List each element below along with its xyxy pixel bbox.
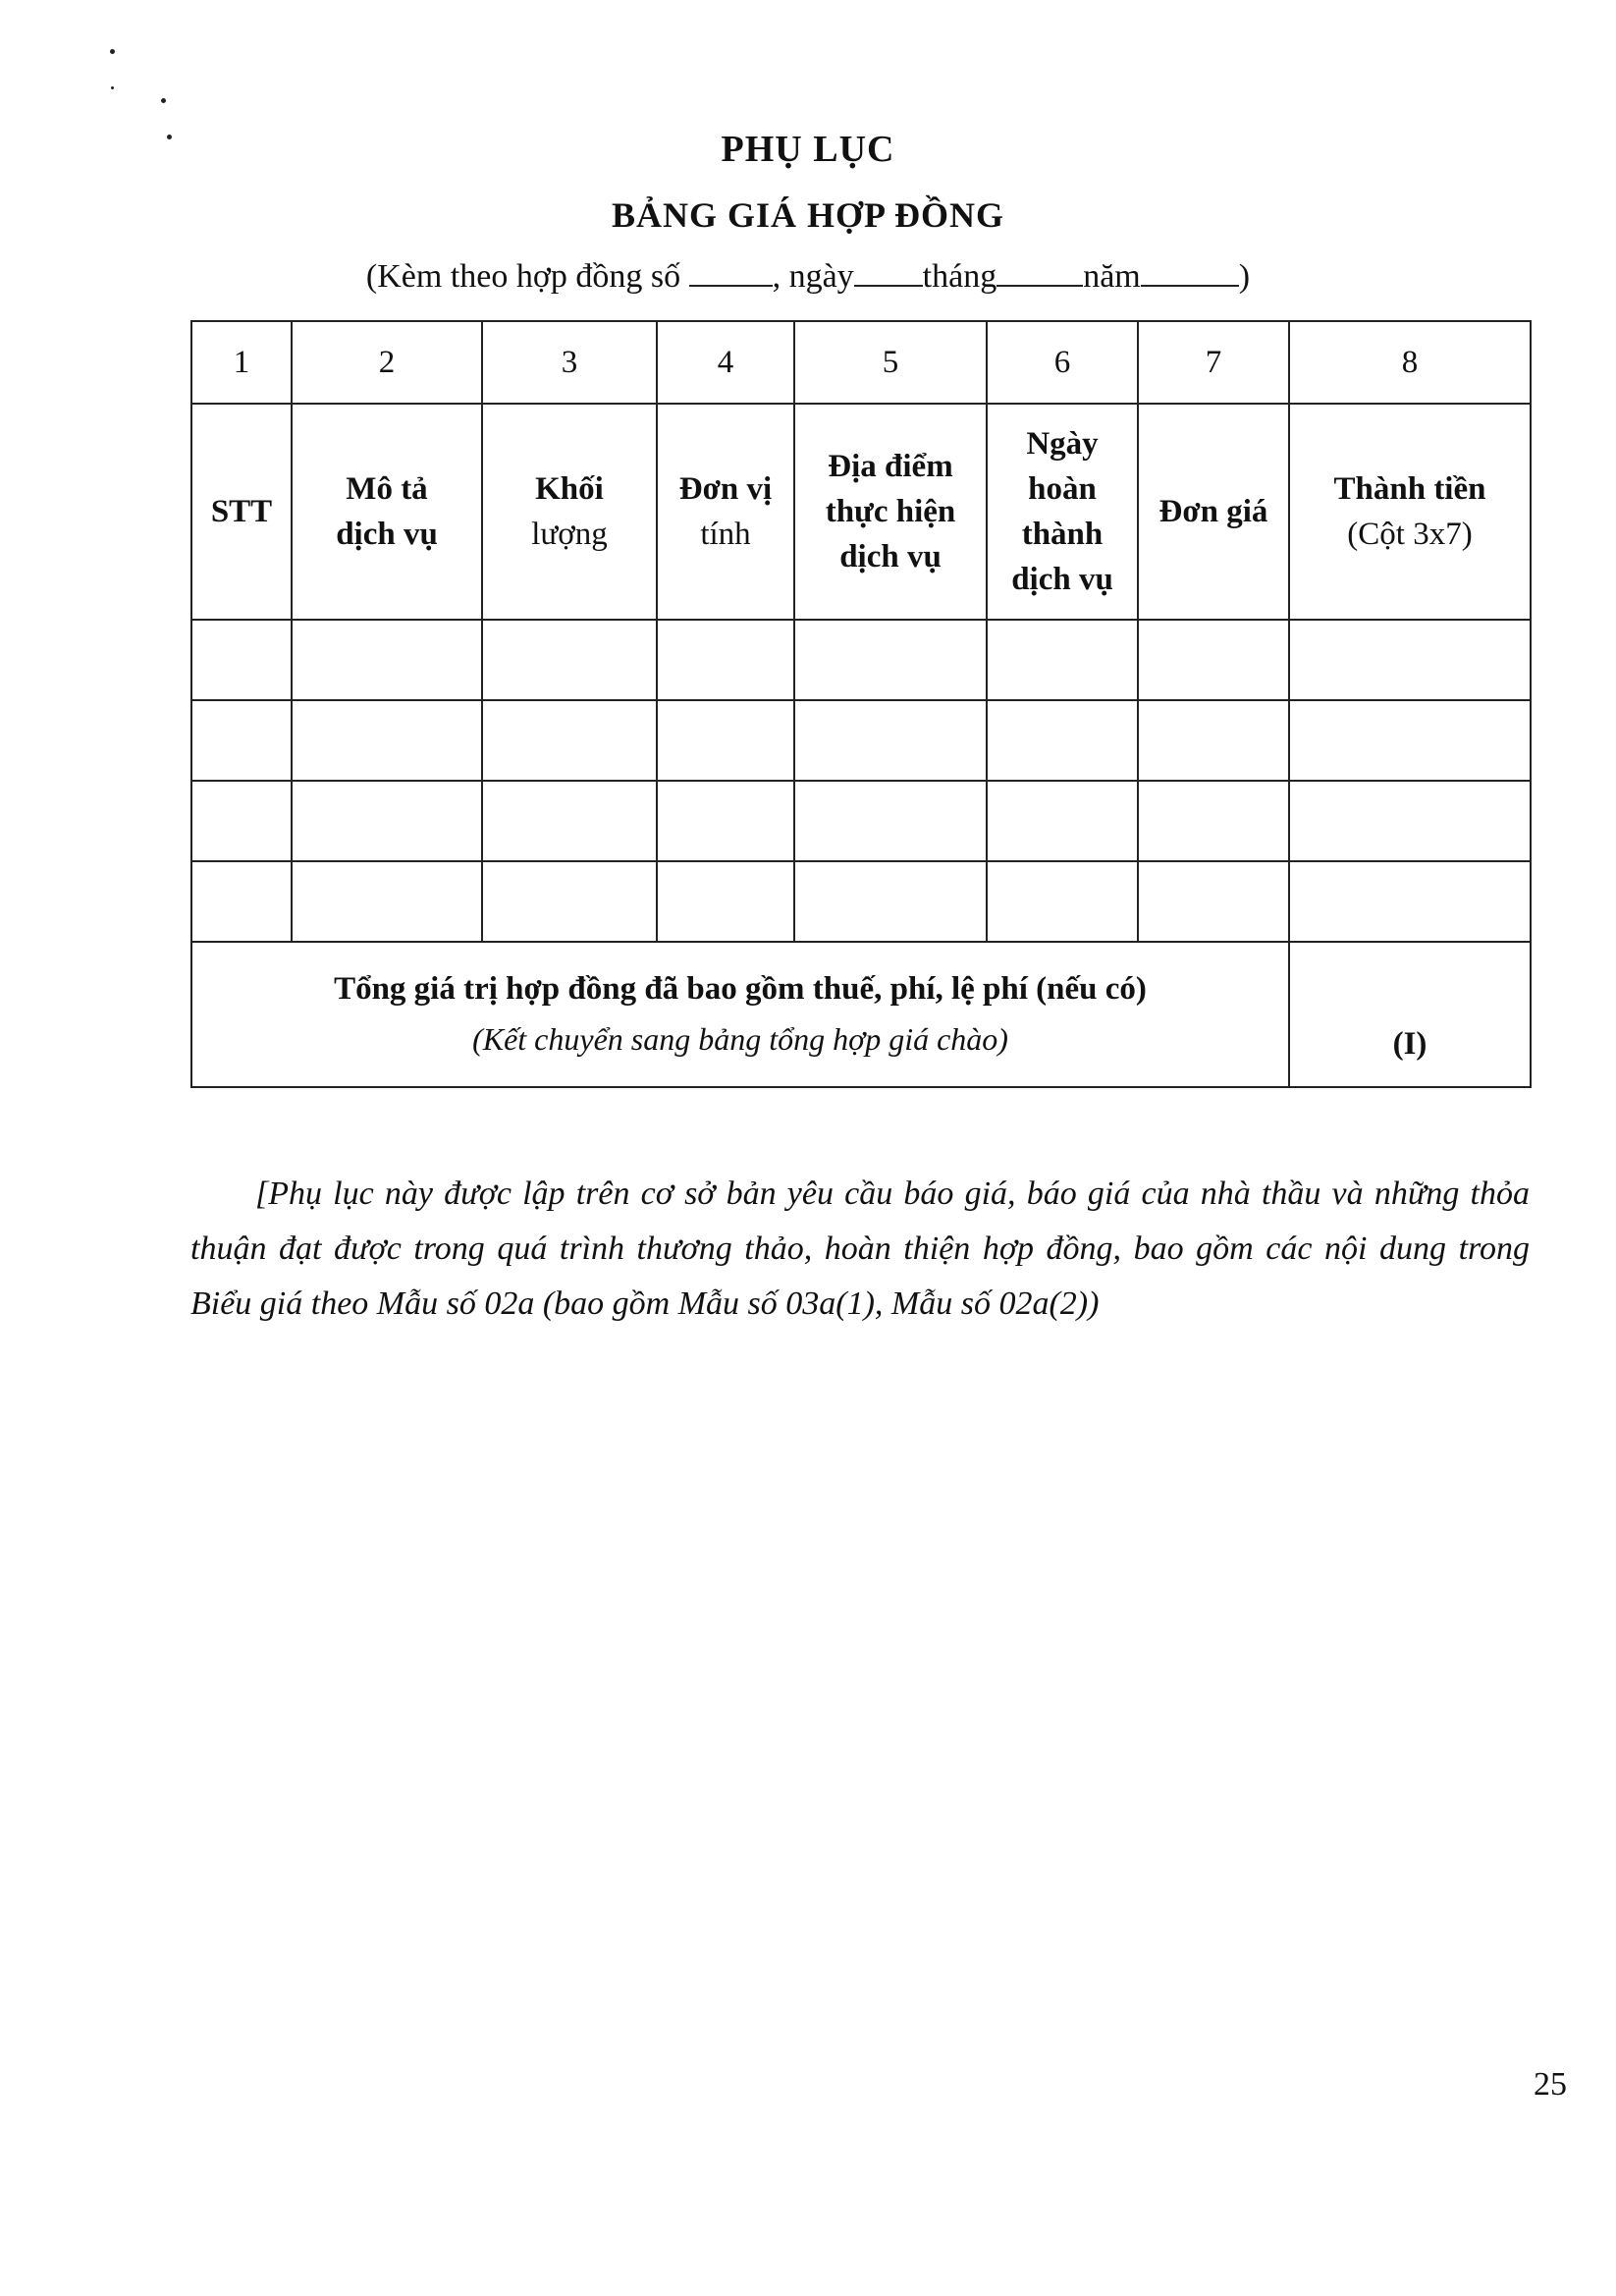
table-cell	[292, 781, 482, 861]
table-cell	[1138, 700, 1289, 781]
day-blank	[854, 257, 923, 287]
header-line: Đơn vị	[678, 470, 773, 507]
table-cell	[191, 620, 292, 700]
header-row	[191, 404, 1531, 620]
table-cell	[1289, 861, 1531, 942]
table-cell	[1138, 781, 1289, 861]
table-cell	[657, 861, 794, 942]
table-cell	[657, 700, 794, 781]
header-don-vi	[657, 404, 794, 620]
attach-year: năm	[1083, 258, 1141, 295]
total-label-cell	[191, 942, 1289, 1087]
header-line: dịch vụ	[839, 539, 942, 575]
table-cell	[482, 861, 657, 942]
table-row	[191, 700, 1531, 781]
header-line: Mô tả	[346, 470, 428, 507]
page-number: 25	[1534, 2066, 1567, 2103]
column-number-row	[191, 321, 1531, 404]
header-line: Khối	[535, 470, 604, 507]
scan-mark-3	[161, 98, 166, 103]
header-don-gia: Đơn giá	[1138, 404, 1289, 620]
table-row	[191, 861, 1531, 942]
attach-close: )	[1238, 258, 1251, 295]
table-cell	[794, 620, 987, 700]
table-cell	[1138, 620, 1289, 700]
table-cell	[292, 700, 482, 781]
table-cell	[1289, 781, 1531, 861]
col-number: 3	[482, 321, 657, 404]
header-line: tính	[700, 517, 751, 552]
table-cell	[794, 781, 987, 861]
col-number: 6	[987, 321, 1138, 404]
total-row	[191, 942, 1531, 1087]
table-row	[191, 620, 1531, 700]
table-cell	[292, 620, 482, 700]
header-line: Ngày	[1026, 425, 1099, 462]
col-number: 1	[191, 321, 292, 404]
col-number: 2	[292, 321, 482, 404]
table-cell	[987, 861, 1138, 942]
total-note: (Kết chuyển sang bảng tổng hợp giá chào)	[472, 1021, 1008, 1057]
table-cell	[794, 700, 987, 781]
table-cell	[987, 700, 1138, 781]
total-value-cell	[1289, 942, 1531, 1087]
header-line: lượng	[531, 517, 608, 552]
page-title: PHỤ LỤC	[721, 129, 895, 170]
table-cell	[987, 620, 1138, 700]
scan-mark-2	[111, 86, 114, 89]
table-cell	[657, 781, 794, 861]
header-line: hoàn	[1028, 470, 1097, 507]
table-cell	[292, 861, 482, 942]
note-text: [Phụ lục này được lập trên cơ sở bản yêu cầu báo giá, báo giá của nhà thầu và những thỏa thuận đạt được trong quá trình thương thảo, hoàn thiện hợp đồng, bao gồm các nội dung trong Biểu giá theo Mẫu số 02a (bao gồm Mẫu số 03a(1), Mẫu số 02a(2))	[190, 1175, 1530, 1323]
table-cell	[191, 781, 292, 861]
header-line: Thành tiền	[1333, 470, 1486, 507]
attach-prefix: (Kèm theo hợp đồng số	[365, 258, 681, 295]
attach-month: tháng	[922, 258, 997, 295]
header-line: thực hiện	[825, 493, 956, 529]
table-cell	[482, 620, 657, 700]
col-number: 4	[657, 321, 794, 404]
table-cell	[987, 781, 1138, 861]
total-value: (I)	[1392, 1025, 1427, 1062]
col-number: 5	[794, 321, 987, 404]
total-label: Tổng giá trị hợp đồng đã bao gồm thuế, phí, lệ phí (nếu có)	[334, 971, 1147, 1007]
attach-day: , ngày	[772, 258, 854, 295]
table-cell	[657, 620, 794, 700]
month-blank	[997, 257, 1083, 287]
header-mo-ta	[292, 404, 482, 620]
table-cell	[482, 700, 657, 781]
header-dia-diem	[794, 404, 987, 620]
table-cell	[794, 861, 987, 942]
table-row	[191, 781, 1531, 861]
attachment-line	[0, 257, 1616, 296]
header-line: dịch vụ	[336, 517, 438, 552]
header-line: Địa điểm	[828, 448, 953, 484]
year-blank	[1141, 257, 1239, 287]
price-table	[190, 320, 1532, 1088]
header-khoi-luong	[482, 404, 657, 620]
header-line: thành	[1021, 517, 1104, 552]
header-line: (Cột 3x7)	[1347, 517, 1473, 552]
col-number: 7	[1138, 321, 1289, 404]
header-line: dịch vụ	[1011, 562, 1113, 598]
table-cell	[191, 861, 292, 942]
page-subtitle: BẢNG GIÁ HỢP ĐỒNG	[611, 195, 1005, 235]
header-stt: STT	[191, 404, 292, 620]
table-cell	[191, 700, 292, 781]
table-cell	[1289, 620, 1531, 700]
scan-mark-1	[110, 49, 115, 54]
appendix-note	[190, 1167, 1530, 1332]
header-thanh-tien	[1289, 404, 1531, 620]
contract-number-blank	[689, 257, 773, 287]
table-cell	[1289, 700, 1531, 781]
table-cell	[1138, 861, 1289, 942]
table-cell	[482, 781, 657, 861]
col-number: 8	[1289, 321, 1531, 404]
header-ngay-hoan-thanh	[987, 404, 1138, 620]
